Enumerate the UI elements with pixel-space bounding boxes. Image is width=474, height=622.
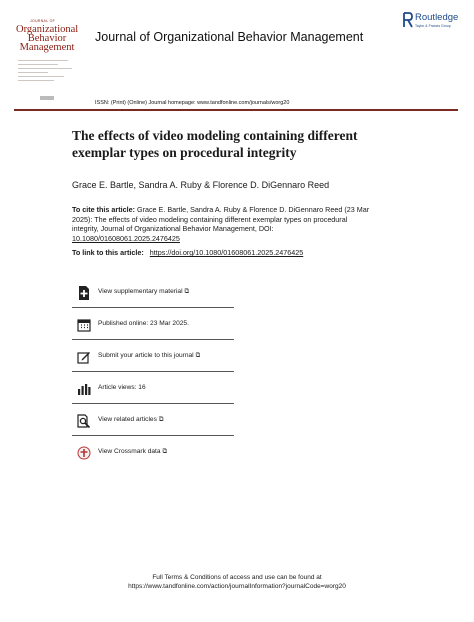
terms-footer-url[interactable]: https://www.tandfonline.com/action/journalInformation?journalCode=worg20 [128, 583, 346, 590]
doi-link[interactable]: 10.1080/01608061.2025.2476425 [72, 233, 180, 243]
cover-publisher-mark [40, 96, 54, 100]
pencil-edit-icon [77, 350, 91, 364]
article-url-link[interactable]: https://doi.org/10.1080/01608061.2025.2476425 [149, 248, 304, 257]
cover-title-line: Management [19, 42, 75, 53]
article-views-label: Article views: 16 [98, 384, 146, 391]
citation-block [72, 205, 372, 243]
calendar-icon [77, 318, 91, 332]
terms-footer-line1: Full Terms & Conditions of access and use can be found at [152, 574, 322, 581]
submit-article-link[interactable] [72, 346, 234, 372]
cover-title-line: Organizational [16, 24, 79, 35]
submit-article-label: Submit your article to this journal [98, 352, 194, 359]
article-link-line [72, 248, 303, 257]
external-link-icon: ⧉ [195, 352, 201, 359]
publisher-name: Routledge [415, 12, 459, 23]
cover-journal-title [16, 25, 78, 52]
article-title: The effects of video modeling containing different exemplar types on procedural integrity [72, 128, 358, 160]
routledge-logo-icon [403, 12, 413, 28]
article-authors: Grace E. Bartle, Sandra A. Ruby & Florence D. DiGennaro Reed [72, 180, 330, 190]
supplementary-material-link[interactable] [72, 282, 234, 308]
crossmark-link[interactable] [72, 442, 234, 468]
row-divider [72, 403, 234, 404]
external-link-icon: ⧉ [184, 288, 190, 295]
published-online-label: Published online: 23 Mar 2025. [98, 320, 189, 327]
crossmark-icon [77, 446, 91, 460]
article-views-info [72, 378, 234, 404]
related-articles-link[interactable] [72, 410, 234, 436]
publisher-subtitle: Taylor & Francis Group [415, 24, 451, 28]
link-label: To link to this article: [72, 248, 144, 257]
related-articles-label: View related articles [98, 416, 157, 423]
bar-chart-icon [77, 382, 91, 396]
row-divider [72, 339, 234, 340]
cover-decoration [18, 60, 76, 84]
terms-footer [0, 573, 474, 591]
issn-homepage-line[interactable]: ISSN: (Print) (Online) Journal homepage: www.tandfonline.com/journals/worg20 [95, 100, 290, 106]
published-online-info [72, 314, 234, 340]
supplementary-label: View supplementary material [98, 288, 183, 295]
external-link-icon: ⧉ [158, 416, 164, 423]
external-link-icon: ⧉ [162, 448, 168, 455]
citation-label: To cite this article: [72, 205, 135, 214]
journal-title: Journal of Organizational Behavior Management [95, 30, 364, 44]
cover-title-line: Behavior [27, 33, 67, 44]
magnifier-document-icon [77, 414, 91, 428]
row-divider [72, 307, 234, 308]
header-divider [14, 109, 458, 111]
citation-text: Grace E. Bartle, Sandra A. Ruby & Florence D. DiGennaro Reed (23 Mar 2025): The effects of video modeling containing different exemplar types on procedural integrity, Journal of Organizational Behavior Management, DOI: [72, 205, 370, 234]
row-divider [72, 371, 234, 372]
row-divider [72, 435, 234, 436]
crossmark-label: View Crossmark data [98, 448, 161, 455]
cover-small-text: JOURNAL OF [30, 19, 56, 23]
plus-document-icon [77, 286, 91, 300]
